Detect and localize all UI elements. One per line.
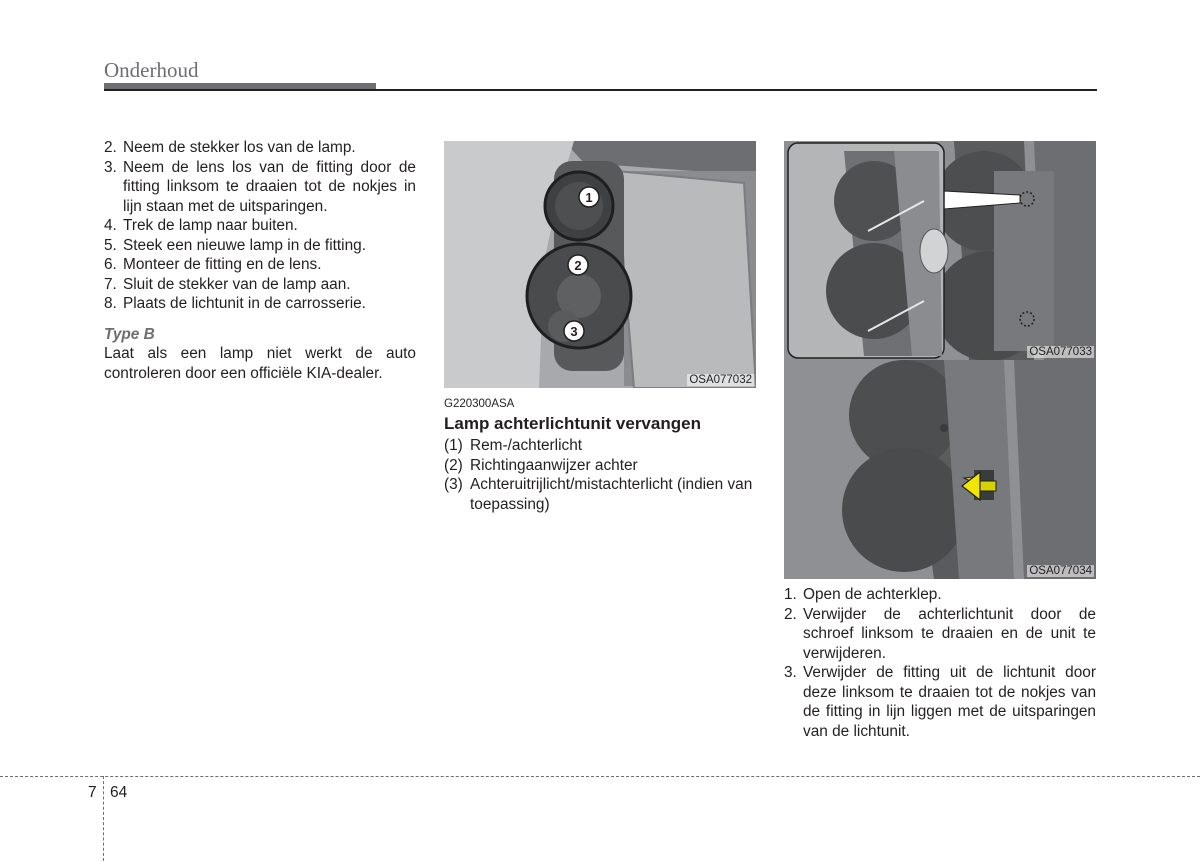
step-number: 2. (104, 139, 117, 156)
left-column (104, 138, 416, 383)
type-b-heading: Type B (104, 325, 155, 343)
step-number: 6. (104, 256, 117, 273)
list-item (784, 605, 1096, 664)
steps-list-left (104, 138, 416, 314)
svg-text:3: 3 (570, 324, 578, 339)
socket-removal-illustration (784, 360, 1096, 579)
step-number: 7. (104, 275, 117, 293)
step-number: 8. (104, 295, 117, 312)
step-number: 1. (784, 586, 797, 603)
list-item (104, 138, 416, 158)
rear-light-illustration (444, 141, 756, 388)
figure-code: OSA077033 (1029, 346, 1092, 358)
step-number: 2. (784, 605, 797, 623)
figure-screw-removal (784, 141, 1096, 360)
step-text: Neem de lens los van de fitting door de fitting linksom te draaien tot de nokjes in lijn staan met de uitsparingen. (123, 158, 416, 215)
callout-label-2 (568, 255, 588, 275)
figure-code: OSA077032 (689, 374, 752, 386)
part-text: Richtingaanwijzer achter (470, 456, 638, 474)
section-title: Lamp achterlichtunit vervangen (444, 414, 701, 433)
callout-label-1 (579, 187, 599, 207)
step-number: 3. (104, 158, 117, 176)
step-text: Steek een nieuwe lamp in de fitting. (123, 236, 366, 254)
page-header-title: Onderhoud (104, 58, 199, 82)
parts-list (444, 436, 756, 514)
figure-code: OSA077034 (1029, 565, 1092, 577)
right-column (784, 585, 1096, 741)
svg-text:2: 2 (574, 258, 582, 273)
step-text: Sluit de stekker van de lamp aan. (123, 275, 351, 293)
figure-socket-removal (784, 360, 1096, 579)
type-b-text: Laat als een lamp niet werkt de auto controleren door een officiële KIA-dealer. (104, 345, 416, 382)
step-text: Neem de stekker los van de lamp. (123, 139, 356, 156)
list-item (104, 255, 416, 275)
header-rule (104, 89, 1097, 91)
list-item (444, 475, 756, 514)
step-text: Verwijder de achterlichtunit door de schroef linksom te draaien en de unit te verwijderen. (803, 605, 1096, 662)
step-number: 4. (104, 217, 117, 234)
part-text: Rem-/achterlicht (470, 437, 583, 454)
list-item (444, 436, 756, 456)
step-text: Plaats de lichtunit in de carrosserie. (123, 295, 366, 312)
list-item (104, 294, 416, 314)
callout-label-3 (564, 321, 584, 341)
page-number: 64 (110, 784, 128, 801)
footer-divider (103, 776, 104, 861)
part-number: (2) (444, 456, 463, 474)
list-item (784, 663, 1096, 741)
step-text: Trek de lamp naar buiten. (123, 217, 298, 234)
step-text: Verwijder de fitting uit de lichtunit door deze linksom te draaien tot de nokjes van de fitting in lijn liggen met de uitsparingen van de lichtunit. (803, 664, 1096, 740)
screw-removal-illustration (784, 141, 1096, 360)
step-number: 3. (784, 664, 797, 681)
list-item (104, 158, 416, 217)
middle-column (444, 397, 756, 514)
list-item (104, 275, 416, 295)
part-number: (1) (444, 437, 463, 454)
part-text: Achteruitrijlicht/mistachterlicht (indien van toepassing) (470, 476, 753, 513)
step-text: Monteer de fitting en de lens. (123, 256, 322, 273)
list-item (784, 585, 1096, 605)
part-number: (3) (444, 476, 463, 493)
svg-text:1: 1 (585, 190, 593, 205)
chapter-number: 7 (88, 784, 97, 801)
footer-rule (0, 776, 1200, 777)
step-text: Open de achterklep. (803, 586, 942, 603)
figure-rear-light-unit (444, 141, 756, 388)
list-item (444, 456, 756, 476)
step-number: 5. (104, 236, 117, 254)
list-item (104, 216, 416, 236)
list-item (104, 236, 416, 256)
section-code: G220300ASA (444, 398, 515, 410)
steps-list-right (784, 585, 1096, 741)
